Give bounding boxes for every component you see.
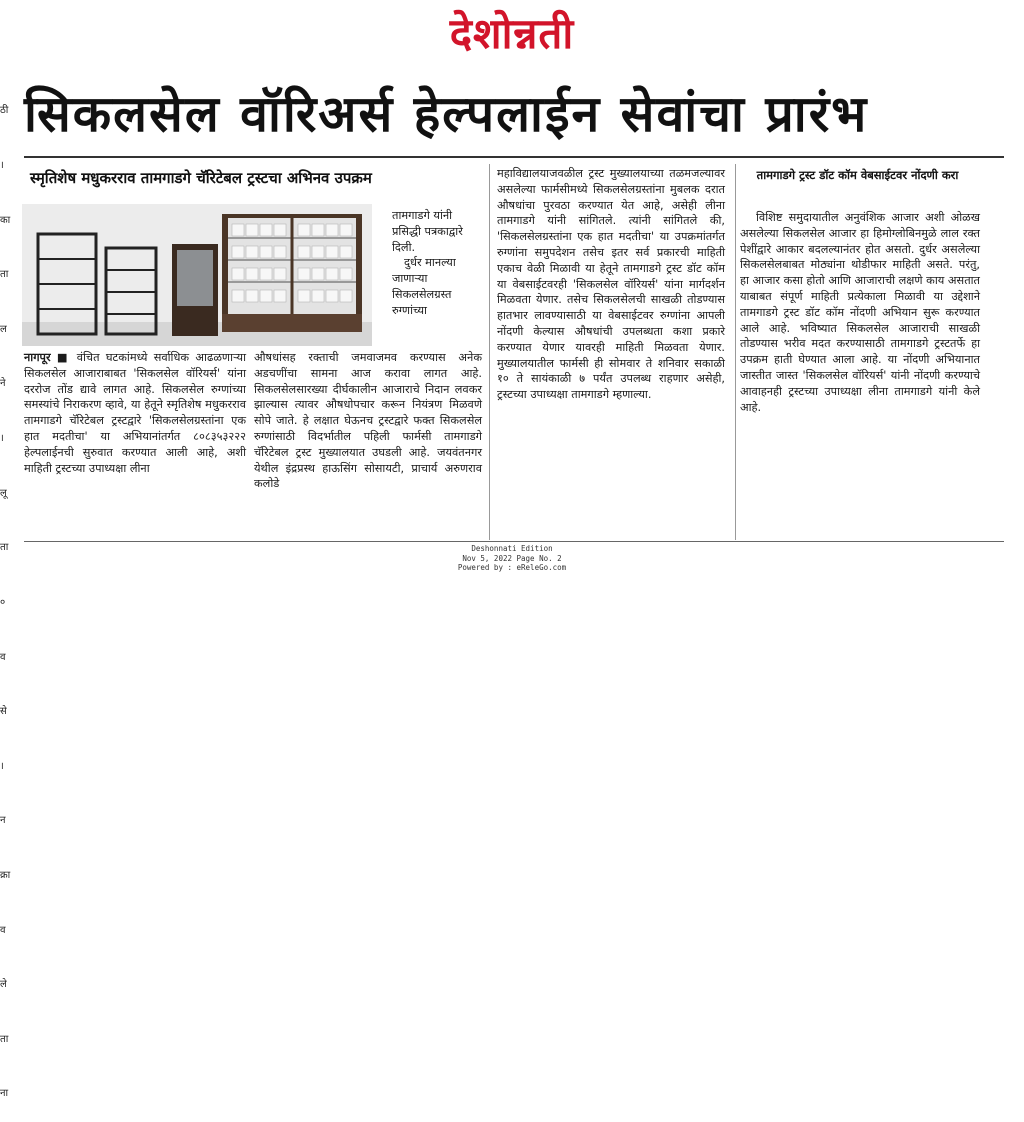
- fragment-line: लू: [0, 487, 7, 499]
- article-text: विशिष्ट समुदायातील अनुवंशिक आजार अशी ओळख असलेल्या सिकलसेल आजार हा हिमोग्लोबिनमुळे लाल रक्त पेशींद्वारे आकार बदलल्यानंतर होत असतो. दुर्धर असलेल्या सिकलसेलबाबत मोठ्यांना थोडीफार माहिती असते. परंतु, हा आजार कसा होतो आणि आजाराची लक्षणे काय असतात याबाबत संपूर्ण माहिती प्रत्येकाला मिळावी या उद्देशाने तामगाडगे ट्रस्ट डॉट कॉम नोंदणी अभियान सुरू करण्यात आले आहे. भविष्यात सिकलसेल आजाराची साखळी तोडण्यास भरीव मदत करण्यासाठी तामगाडगे ट्रस्टतर्फे हा उपक्रम हाती घेण्यात आला आहे. या नोंदणी अभियानात जास्तीत जास्त 'सिकलसेल वॉरियर्स' यांनी नोंदणी करण्याचे आवाहनही ट्रस्टच्या उपाध्यक्षा लीना तामगाडगे यांनी केले आहे.: [740, 211, 980, 414]
- fragment-line: ०: [0, 596, 6, 608]
- fragment-line: से: [0, 706, 7, 718]
- article-column-2: [254, 350, 482, 540]
- footer-rule: [24, 541, 1004, 542]
- fragment-line: व: [0, 924, 6, 936]
- fragment-line: ता: [0, 269, 9, 281]
- fragment-line: का: [0, 214, 11, 226]
- column-divider: [735, 164, 736, 540]
- subheadline: स्मृतिशेष मधुकरराव तामगाडगे चॅरिटेबल ट्रस्टचा अभिनव उपक्रम: [30, 169, 372, 187]
- dateline: नागपूर: [24, 351, 51, 364]
- column-divider: [489, 164, 490, 540]
- fragment-line: ।: [0, 433, 4, 445]
- fragment-line: ठी: [0, 105, 9, 117]
- fragment-line: ल: [0, 323, 7, 335]
- article-text: औषधांसह रक्ताची जमवाजमव करण्यास अनेक अडचणींचा सामना आज करावा लागत आहे. सिकलसेलसारख्या दीर्घकालीन आजाराचे निदान लवकर झाल्यास त्यावर औषधोपचार करून नियंत्रण मिळवणे सोपे जाते. हे लक्षात घेऊनच ट्रस्टद्वारे फक्त सिकलसेल रुग्णांसाठी विदर्भातील पहिली फार्मसी तामगाडगे चॅरिटेबल ट्रस्ट मुख्यालयात उघडली आहे. जयवंतनगर येथील इंद्रप्रस्थ हाऊसिंग सोसायटी, प्राचार्य अरुणराव कलोडे: [254, 351, 482, 491]
- adjacent-column-fragment: [0, 66, 14, 1100]
- article-text: महाविद्यालयाजवळील ट्रस्ट मुख्यालयाच्या तळमजल्यावर असलेल्या फार्मसीमध्ये सिकलसेलग्रस्तांना मुबलक दरात औषधांचा पुरवठा करण्यात येत आहे, असेही लीना तामगाडगे यांनी सांगितले. त्यांनी सांगितले की, 'सिकलसेलग्रस्तांना एक हात मदतीचा' या उपक्रमांतर्गत रुग्णांना समुपदेशन तसेच इतर सर्व प्रकारची माहिती एकाच वेळी मिळावी या हेतूने तामगाडगे ट्रस्ट डॉट कॉम या वेबसाईटवरही 'सिकलसेल वॉरियर्स' यांना मार्गदर्शन मिळवता येणार. तसेच सिकलसेलची साखळी तोडण्यास हातभार लावण्यासाठी या वेबसाईटवर रुग्णांना आपली नोंदणी केल्यास औषधांची उपलब्धता कशा प्रकारे करण्यात येणार यावरही माहिती मिळवता येणार. मुख्यालयातील फार्मसी ही सोमवार ते शनिवार सकाळी १० ते सायंकाळी ७ पर्यंत उपलब्ध राहणार असेही, ट्रस्टच्या उपाध्यक्षा तामगाडगे म्हणाल्या.: [497, 167, 725, 402]
- fragment-line: ता: [0, 1033, 9, 1045]
- fragment-line: क्रा: [0, 869, 11, 881]
- fragment-line: ।: [0, 760, 4, 772]
- article-text: वंचित घटकांमध्ये सर्वाधिक आढळणाऱ्या सिकलसेल आजाराबाबत 'सिकलसेल वॉरियर्स' यांना दररोज तोंड द्यावे लागत आहे. सिकलसेल रुग्णांच्या समस्यांचे निराकरण व्हावे, या हेतूने स्मृतिशेष मधुकरराव तामगाडगे चॅरिटेबल ट्रस्टद्वारे 'सिकलसेलग्रस्तांना एक हात मदतीचा' या अभियानांतर्गत ८०८३५३२२२ हेल्पलाईनची सुरुवात करण्यात आली आहे, अशी माहिती ट्रस्टच्या उपाध्यक्षा लीना: [24, 351, 246, 475]
- masthead-logo: देशोन्नती: [449, 9, 575, 58]
- pharmacy-photo: [22, 204, 372, 346]
- article-column-4: [740, 210, 980, 540]
- fragment-line: न: [0, 815, 6, 827]
- fragment-line: ले: [0, 979, 7, 991]
- edition-footer: [412, 544, 612, 574]
- edition-name: Deshonnati Edition: [471, 544, 553, 553]
- fragment-line: ना: [0, 1088, 9, 1100]
- box-heading: तामगाडगे ट्रस्ट डॉट कॉम वेबसाईटवर नोंदणी करा: [756, 168, 959, 182]
- fragment-line: व: [0, 651, 6, 663]
- fragment-line: ता: [0, 542, 9, 554]
- headline-rule: [24, 156, 1004, 158]
- article-column-1: नागपूर ■ वंचित घटकांमध्ये सर्वाधिक आढळणाऱ्या सिकलसेल आजाराबाबत 'सिकलसेल वॉरियर्स' यांना दररोज तोंड द्यावे लागत आहे. सिकलसेल रुग्णांच्या समस्यांचे निराकरण व्हावे, या हेतूने स्मृतिशेष मधुकरराव तामगाडगे चॅरिटेबल ट्रस्टद्वारे 'सिकलसेलग्रस्तांना एक हात मदतीचा' या अभियानांतर्गत ८०८३५३२२२ हेल्पलाईनची सुरुवात करण्यात आली आहे, अशी माहिती ट्रस्टच्या उपाध्यक्षा लीना: [24, 351, 246, 475]
- edition-date-page: Nov 5, 2022 Page No. 2: [462, 553, 562, 563]
- text-beside-photo: [392, 208, 480, 348]
- paragraph: तामगाडगे यांनी प्रसिद्धी पत्रकाद्वारे दिली.: [392, 209, 463, 254]
- article-column-3: [497, 166, 725, 540]
- powered-by: Powered by : eReleGo.com: [457, 563, 567, 573]
- headline: सिकलसेल वॉरिअर्स हेल्पलाईन सेवांचा प्रारंभ: [24, 85, 869, 143]
- fragment-line: ने: [0, 378, 6, 390]
- fragment-line: ।: [0, 160, 4, 172]
- paragraph: दुर्धर मानल्या जाणाऱ्या सिकलसेलग्रस्त रुग्णांच्या: [392, 256, 456, 317]
- pharmacy-shelves-illustration: [22, 204, 372, 346]
